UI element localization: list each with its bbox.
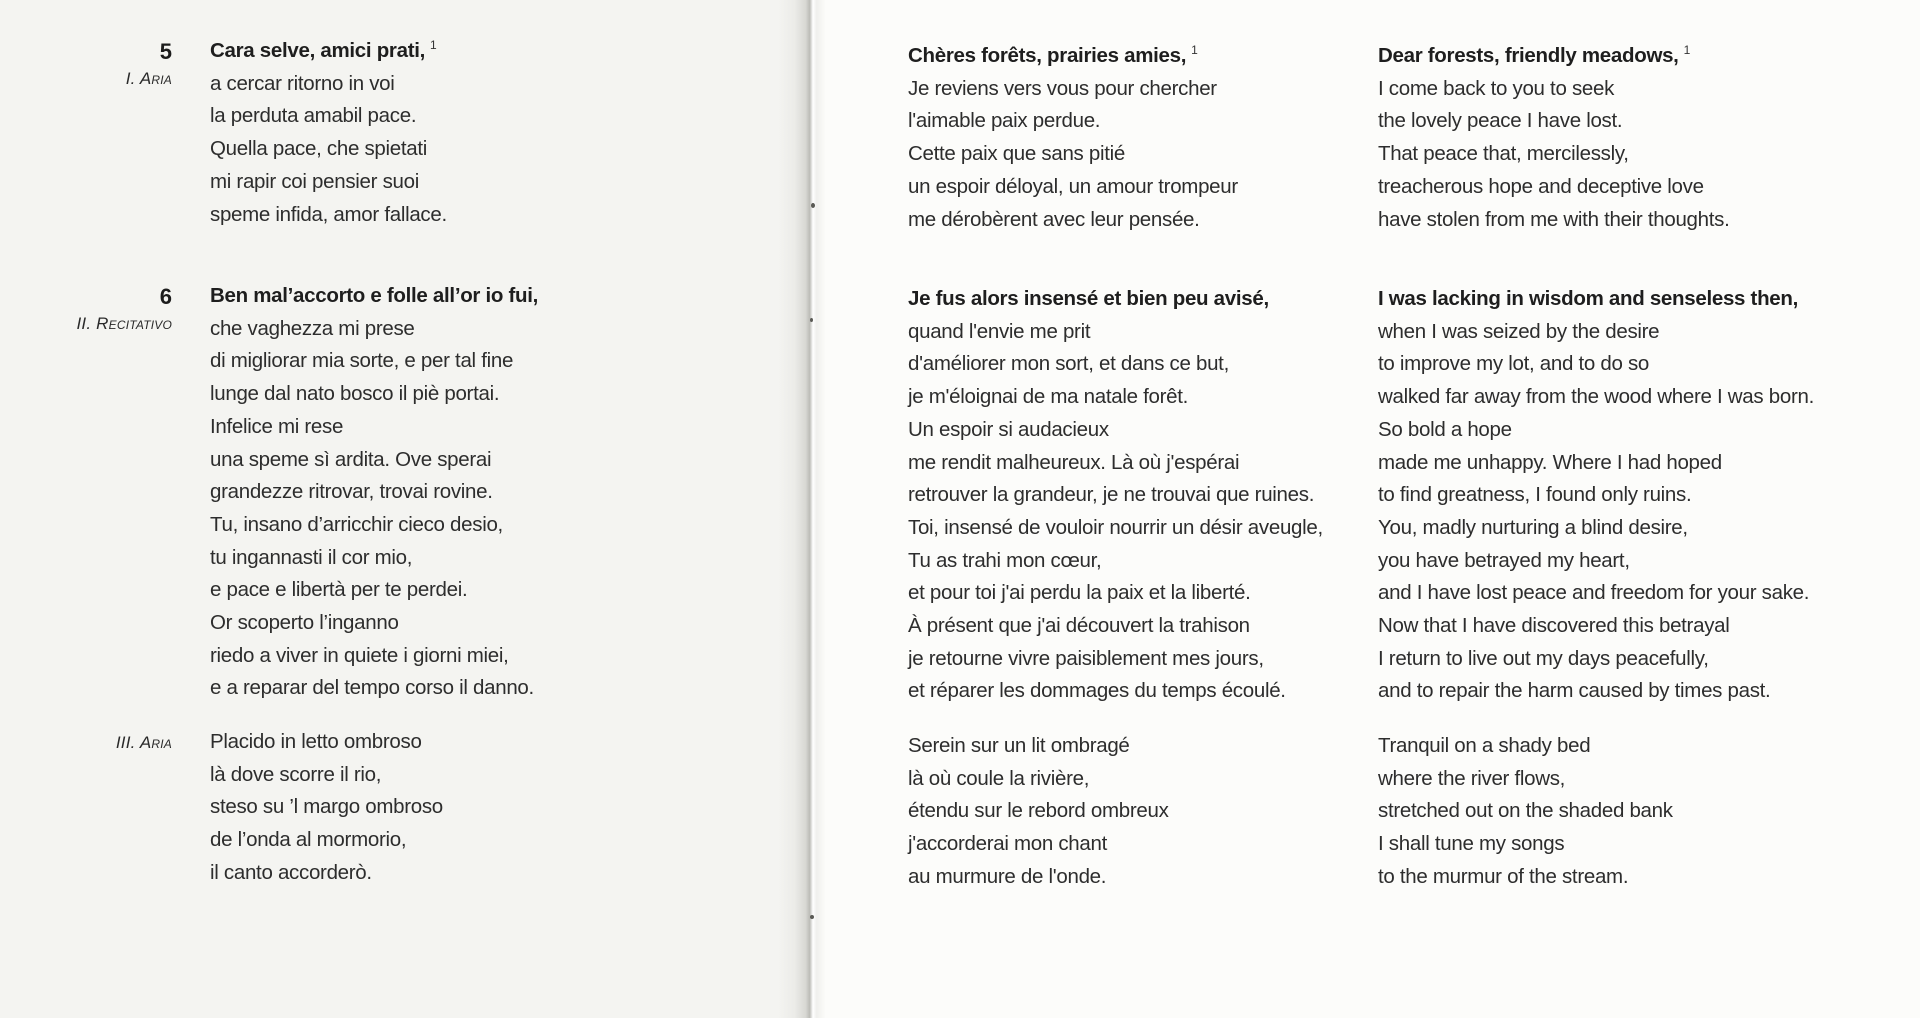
english-stanza-3 [1378, 730, 1673, 894]
poem-line: j'accorderai mon chant [908, 832, 1108, 856]
poem-line: Toi, insensé de vouloir nourrir un désir aveugle, [908, 515, 1323, 539]
italian-stanza [210, 726, 443, 890]
poem-line: to the murmur of the stream. [1378, 864, 1629, 888]
poem-line: Quella pace, che spietati [210, 137, 427, 161]
poem-line: là où coule la rivière, [908, 766, 1090, 790]
french-stanza-1 [908, 40, 1238, 236]
poem-line: treacherous hope and deceptive love [1378, 174, 1704, 198]
poem-line: retrouver la grandeur, je ne trouvai que ruines. [908, 483, 1315, 507]
poem-line: Serein sur un lit ombragé [908, 734, 1130, 757]
poem-line: je m'éloignai de ma natale forêt. [908, 385, 1189, 409]
poem-line: stretched out on the shaded bank [1378, 799, 1673, 823]
poem-line: and to repair the harm caused by times past. [1378, 679, 1771, 703]
poem-line: e a reparar del tempo corso il danno. [210, 676, 534, 700]
poem-line: Un espoir si audacieux [908, 417, 1109, 441]
poem-line: di migliorar mia sorte, e per tal fine [210, 349, 514, 373]
english-stanza-2 [1378, 283, 1814, 708]
poem-line: I come back to you to seek [1378, 76, 1615, 100]
poem-line: il canto accorderò. [210, 860, 372, 884]
poem-line: étendu sur le rebord ombreux [908, 799, 1169, 823]
footnote-marker: 1 [430, 38, 437, 53]
poem-line: Placido in letto ombroso [210, 730, 422, 753]
poem-line: I was lacking in wisdom and senseless then, [1378, 287, 1799, 310]
french-stanza-3 [908, 730, 1169, 894]
poem-line: the lovely peace I have lost. [1378, 109, 1623, 133]
poem-line: and I have lost peace and freedom for your sake. [1378, 581, 1810, 605]
track-number: 6 [159, 284, 172, 309]
left-page [0, 0, 812, 1018]
poem-line: Tu as trahi mon cœur, [908, 548, 1102, 572]
italian-stanza [210, 35, 447, 231]
poem-line: Dear forests, friendly meadows, $^1$ [1378, 43, 1690, 67]
poem-line: quand l'envie me prit [908, 319, 1091, 343]
poem-line: che vaghezza mi prese [210, 316, 415, 340]
french-stanza-2 [908, 283, 1323, 708]
poem-line: Cette paix que sans pitié [908, 142, 1125, 166]
poem-line: me rendit malheureux. Là où j'espérai [908, 450, 1240, 474]
poem-line: a cercar ritorno in voi [210, 71, 395, 95]
track-label-block [0, 726, 172, 759]
track-label-block [0, 280, 172, 334]
poem-line: Tranquil on a shady bed [1378, 734, 1591, 757]
poem-line: where the river flows, [1378, 766, 1566, 790]
poem-line: Now that I have discovered this betrayal [1378, 614, 1730, 638]
poem-line: I return to live out my days peacefully, [1378, 646, 1709, 670]
poem-line: de l’onda al mormorio, [210, 828, 407, 852]
poem-line: steso su ’l margo ombroso [210, 795, 443, 819]
scan-speck [811, 203, 815, 208]
poem-line: grandezze ritrovar, trovai rovine. [210, 480, 493, 504]
page-gutter [778, 0, 826, 1018]
footnote-marker: 1 [1683, 43, 1690, 58]
scan-speck [810, 318, 813, 322]
poem-line: made me unhappy. Where I had hoped [1378, 450, 1722, 474]
poem-line: la perduta amabil pace. [210, 104, 417, 128]
poem-line: un espoir déloyal, un amour trompeur [908, 174, 1238, 198]
poem-line: Chères forêts, prairies amies, $^1$ [908, 43, 1198, 67]
poem-line: You, madly nurturing a blind desire, [1378, 515, 1688, 539]
poem-line: Je fus alors insensé et bien peu avisé, [908, 287, 1269, 310]
poem-line: Ben mal’accorto e folle all’or io fui, [210, 284, 539, 307]
poem-line: have stolen from me with their thoughts. [1378, 207, 1730, 231]
poem-line: mi rapir coi pensier suoi [210, 169, 419, 193]
poem-line: Infelice mi rese [210, 414, 344, 438]
english-stanza-1 [1378, 40, 1730, 236]
italian-stanza [210, 280, 538, 705]
poem-line: au murmure de l'onde. [908, 864, 1107, 888]
poem-line: et réparer les dommages du temps écoulé. [908, 679, 1286, 703]
poem-line: That peace that, mercilessly, [1378, 142, 1629, 166]
poem-line: Tu, insano d’arricchir cieco desio, [210, 512, 503, 536]
movement-label: III. Aria [115, 733, 172, 752]
poem-line: lunge dal nato bosco il piè portai. [210, 382, 500, 406]
poem-line: speme infida, amor fallace. [210, 202, 447, 226]
track-number: 5 [159, 39, 172, 64]
poem-line: et pour toi j'ai perdu la paix et la liberté. [908, 581, 1251, 605]
poem-line: riedo a viver in quiete i giorni miei, [210, 643, 509, 667]
poem-line: I shall tune my songs [1378, 832, 1565, 856]
track-label-block [0, 35, 172, 89]
poem-line: là dove scorre il rio, [210, 762, 382, 786]
poem-line: tu ingannasti il cor mio, [210, 545, 413, 569]
movement-label: II. Recitativo [76, 314, 172, 333]
poem-line: l'aimable paix perdue. [908, 109, 1101, 133]
poem-line: Or scoperto l’inganno [210, 611, 399, 635]
poem-line: e pace e libertà per te perdei. [210, 578, 468, 602]
poem-line: when I was seized by the desire [1378, 319, 1660, 343]
poem-line: me dérobèrent avec leur pensée. [908, 207, 1200, 231]
right-page [812, 0, 1920, 1018]
poem-line: you have betrayed my heart, [1378, 548, 1630, 572]
movement-label: I. Aria [125, 69, 172, 88]
poem-line: Je reviens vers vous pour chercher [908, 76, 1217, 100]
poem-line: to find greatness, I found only ruins. [1378, 483, 1692, 507]
poem-line: d'améliorer mon sort, et dans ce but, [908, 352, 1229, 376]
poem-line: una speme sì ardita. Ove sperai [210, 447, 492, 471]
scan-speck [810, 915, 814, 919]
poem-line: to improve my lot, and to do so [1378, 352, 1650, 376]
poem-line: Cara selve, amici prati, $^1$ [210, 38, 437, 62]
poem-line: je retourne vivre paisiblement mes jours, [908, 646, 1264, 670]
poem-line: À présent que j'ai découvert la trahison [908, 614, 1250, 638]
footnote-marker: 1 [1191, 43, 1198, 58]
poem-line: So bold a hope [1378, 417, 1512, 441]
poem-line: walked far away from the wood where I was born. [1378, 385, 1814, 409]
